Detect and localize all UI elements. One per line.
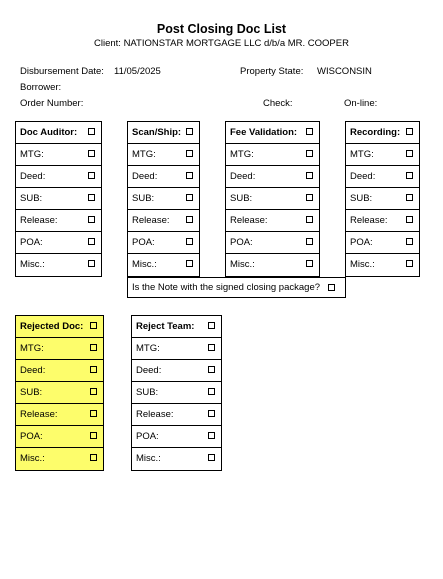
checkbox[interactable] xyxy=(90,432,97,439)
row-label: SUB: xyxy=(230,193,253,204)
rejected-doc-row-mtg xyxy=(16,338,103,360)
reject-team-row-release xyxy=(132,404,221,426)
row-label: Misc.: xyxy=(350,259,375,270)
fee-validation-row-release xyxy=(226,210,319,232)
disbursement-date-value: 11/05/2025 xyxy=(114,66,161,77)
checkbox[interactable] xyxy=(186,238,193,245)
row-label: Release: xyxy=(20,215,58,226)
row-label: Misc.: xyxy=(230,259,255,270)
rejected-doc-checkbox[interactable] xyxy=(90,322,97,329)
row-label: Release: xyxy=(20,409,58,420)
scan-ship-row-misc xyxy=(128,254,199,276)
scan-ship-box xyxy=(127,121,200,277)
checkbox[interactable] xyxy=(306,260,313,267)
scan-ship-title: Scan/Ship: xyxy=(132,127,182,138)
scan-ship-row-mtg xyxy=(128,144,199,166)
doc-auditor-row-sub xyxy=(16,188,101,210)
checkbox[interactable] xyxy=(406,194,413,201)
reject-team-row-deed xyxy=(132,360,221,382)
checkbox[interactable] xyxy=(306,216,313,223)
disbursement-date-label: Disbursement Date: xyxy=(20,66,104,77)
page-title: Post Closing Doc List xyxy=(156,22,287,36)
checkbox[interactable] xyxy=(88,150,95,157)
doc-auditor-row-release xyxy=(16,210,101,232)
order-number-label: Order Number: xyxy=(20,98,84,109)
row-label: MTG: xyxy=(350,149,374,160)
checkbox[interactable] xyxy=(208,388,215,395)
checkbox[interactable] xyxy=(186,260,193,267)
fee-validation-row-deed xyxy=(226,166,319,188)
recording-row-mtg xyxy=(346,144,419,166)
row-label: Deed: xyxy=(136,365,162,376)
checkbox[interactable] xyxy=(90,410,97,417)
rejected-doc-row-release xyxy=(16,404,103,426)
row-label: SUB: xyxy=(20,387,43,398)
scan-ship-row-deed xyxy=(128,166,199,188)
checkbox[interactable] xyxy=(88,238,95,245)
scan-ship-row-sub xyxy=(128,188,199,210)
row-label: MTG: xyxy=(136,343,160,354)
reject-team-header xyxy=(132,316,221,338)
checkbox[interactable] xyxy=(90,366,97,373)
row-label: POA: xyxy=(132,237,155,248)
row-label: MTG: xyxy=(20,149,44,160)
reject-team-box xyxy=(131,315,222,471)
rejected-doc-row-deed xyxy=(16,360,103,382)
checkbox[interactable] xyxy=(208,432,215,439)
checkbox[interactable] xyxy=(306,194,313,201)
row-label: Deed: xyxy=(132,171,158,182)
online-label: On-line: xyxy=(344,98,378,109)
fee-validation-title: Fee Validation: xyxy=(230,127,298,138)
row-label: Deed: xyxy=(20,365,46,376)
row-label: POA: xyxy=(230,237,253,248)
property-state-label: Property State: xyxy=(240,66,304,77)
row-label: Deed: xyxy=(230,171,256,182)
property-state-value: WISCONSIN xyxy=(317,66,372,77)
row-label: Deed: xyxy=(20,171,46,182)
scan-ship-checkbox[interactable] xyxy=(186,128,193,135)
checkbox[interactable] xyxy=(406,238,413,245)
row-label: SUB: xyxy=(132,193,155,204)
recording-row-deed xyxy=(346,166,419,188)
doc-auditor-row-deed xyxy=(16,166,101,188)
checkbox[interactable] xyxy=(208,410,215,417)
scan-ship-row-poa xyxy=(128,232,199,254)
reject-team-row-misc xyxy=(132,448,221,470)
checkbox[interactable] xyxy=(406,216,413,223)
row-label: Misc.: xyxy=(20,453,45,464)
reject-team-checkbox[interactable] xyxy=(208,322,215,329)
checkbox[interactable] xyxy=(90,344,97,351)
checkbox[interactable] xyxy=(208,454,215,461)
doc-auditor-box xyxy=(15,121,102,277)
fee-validation-row-sub xyxy=(226,188,319,210)
row-label: SUB: xyxy=(350,193,373,204)
row-label: SUB: xyxy=(136,387,159,398)
note-question-box xyxy=(127,277,346,298)
checkbox[interactable] xyxy=(88,260,95,267)
checkbox[interactable] xyxy=(90,388,97,395)
row-label: POA: xyxy=(350,237,373,248)
doc-auditor-row-poa xyxy=(16,232,101,254)
doc-auditor-title: Doc Auditor: xyxy=(20,127,78,138)
fee-validation-row-poa xyxy=(226,232,319,254)
recording-row-sub xyxy=(346,188,419,210)
rejected-doc-row-poa xyxy=(16,426,103,448)
row-label: Release: xyxy=(132,215,170,226)
recording-checkbox[interactable] xyxy=(406,128,413,135)
checkbox[interactable] xyxy=(306,150,313,157)
recording-row-misc xyxy=(346,254,419,276)
row-label: Misc.: xyxy=(20,259,45,270)
row-label: MTG: xyxy=(230,149,254,160)
checkbox[interactable] xyxy=(88,194,95,201)
checkbox[interactable] xyxy=(88,216,95,223)
row-label: Release: xyxy=(350,215,388,226)
fee-validation-box xyxy=(225,121,320,277)
checkbox[interactable] xyxy=(306,238,313,245)
row-label: SUB: xyxy=(20,193,43,204)
row-label: Misc.: xyxy=(132,259,157,270)
row-label: Deed: xyxy=(350,171,376,182)
note-question-label: Is the Note with the signed closing package? xyxy=(132,282,321,293)
row-label: Release: xyxy=(136,409,174,420)
checkbox[interactable] xyxy=(406,172,413,179)
fee-validation-row-misc xyxy=(226,254,319,276)
recording-box xyxy=(345,121,420,277)
client-line: Client: NATIONSTAR MORTGAGE LLC d/b/a MR. COOPER xyxy=(94,38,349,49)
doc-auditor-row-mtg xyxy=(16,144,101,166)
checkbox[interactable] xyxy=(186,216,193,223)
reject-team-row-sub xyxy=(132,382,221,404)
doc-auditor-header xyxy=(16,122,101,144)
rejected-doc-box xyxy=(15,315,104,471)
row-label: MTG: xyxy=(132,149,156,160)
checkbox[interactable] xyxy=(406,260,413,267)
borrower-label: Borrower: xyxy=(20,82,62,93)
row-label: POA: xyxy=(20,431,43,442)
rejected-doc-row-sub xyxy=(16,382,103,404)
fee-validation-header xyxy=(226,122,319,144)
row-label: POA: xyxy=(20,237,43,248)
checkbox[interactable] xyxy=(90,454,97,461)
scan-ship-header xyxy=(128,122,199,144)
row-label: Release: xyxy=(230,215,268,226)
recording-row-poa xyxy=(346,232,419,254)
doc-auditor-row-misc xyxy=(16,254,101,276)
note-question-checkbox[interactable] xyxy=(328,284,335,291)
checkbox[interactable] xyxy=(208,366,215,373)
checkbox[interactable] xyxy=(88,172,95,179)
checkbox[interactable] xyxy=(208,344,215,351)
check-label: Check: xyxy=(263,98,293,109)
checkbox[interactable] xyxy=(186,172,193,179)
recording-title: Recording: xyxy=(350,127,401,138)
fee-validation-row-mtg xyxy=(226,144,319,166)
row-label: Misc.: xyxy=(136,453,161,464)
checkbox[interactable] xyxy=(406,150,413,157)
checkbox[interactable] xyxy=(306,172,313,179)
rejected-doc-header xyxy=(16,316,103,338)
row-label: MTG: xyxy=(20,343,44,354)
reject-team-row-poa xyxy=(132,426,221,448)
checkbox[interactable] xyxy=(186,150,193,157)
rejected-doc-title: Rejected Doc: xyxy=(20,321,84,332)
doc-auditor-checkbox[interactable] xyxy=(88,128,95,135)
checkbox[interactable] xyxy=(186,194,193,201)
reject-team-title: Reject Team: xyxy=(136,321,195,332)
recording-header xyxy=(346,122,419,144)
fee-validation-checkbox[interactable] xyxy=(306,128,313,135)
reject-team-row-mtg xyxy=(132,338,221,360)
scan-ship-row-release xyxy=(128,210,199,232)
row-label: POA: xyxy=(136,431,159,442)
rejected-doc-row-misc xyxy=(16,448,103,470)
recording-row-release xyxy=(346,210,419,232)
